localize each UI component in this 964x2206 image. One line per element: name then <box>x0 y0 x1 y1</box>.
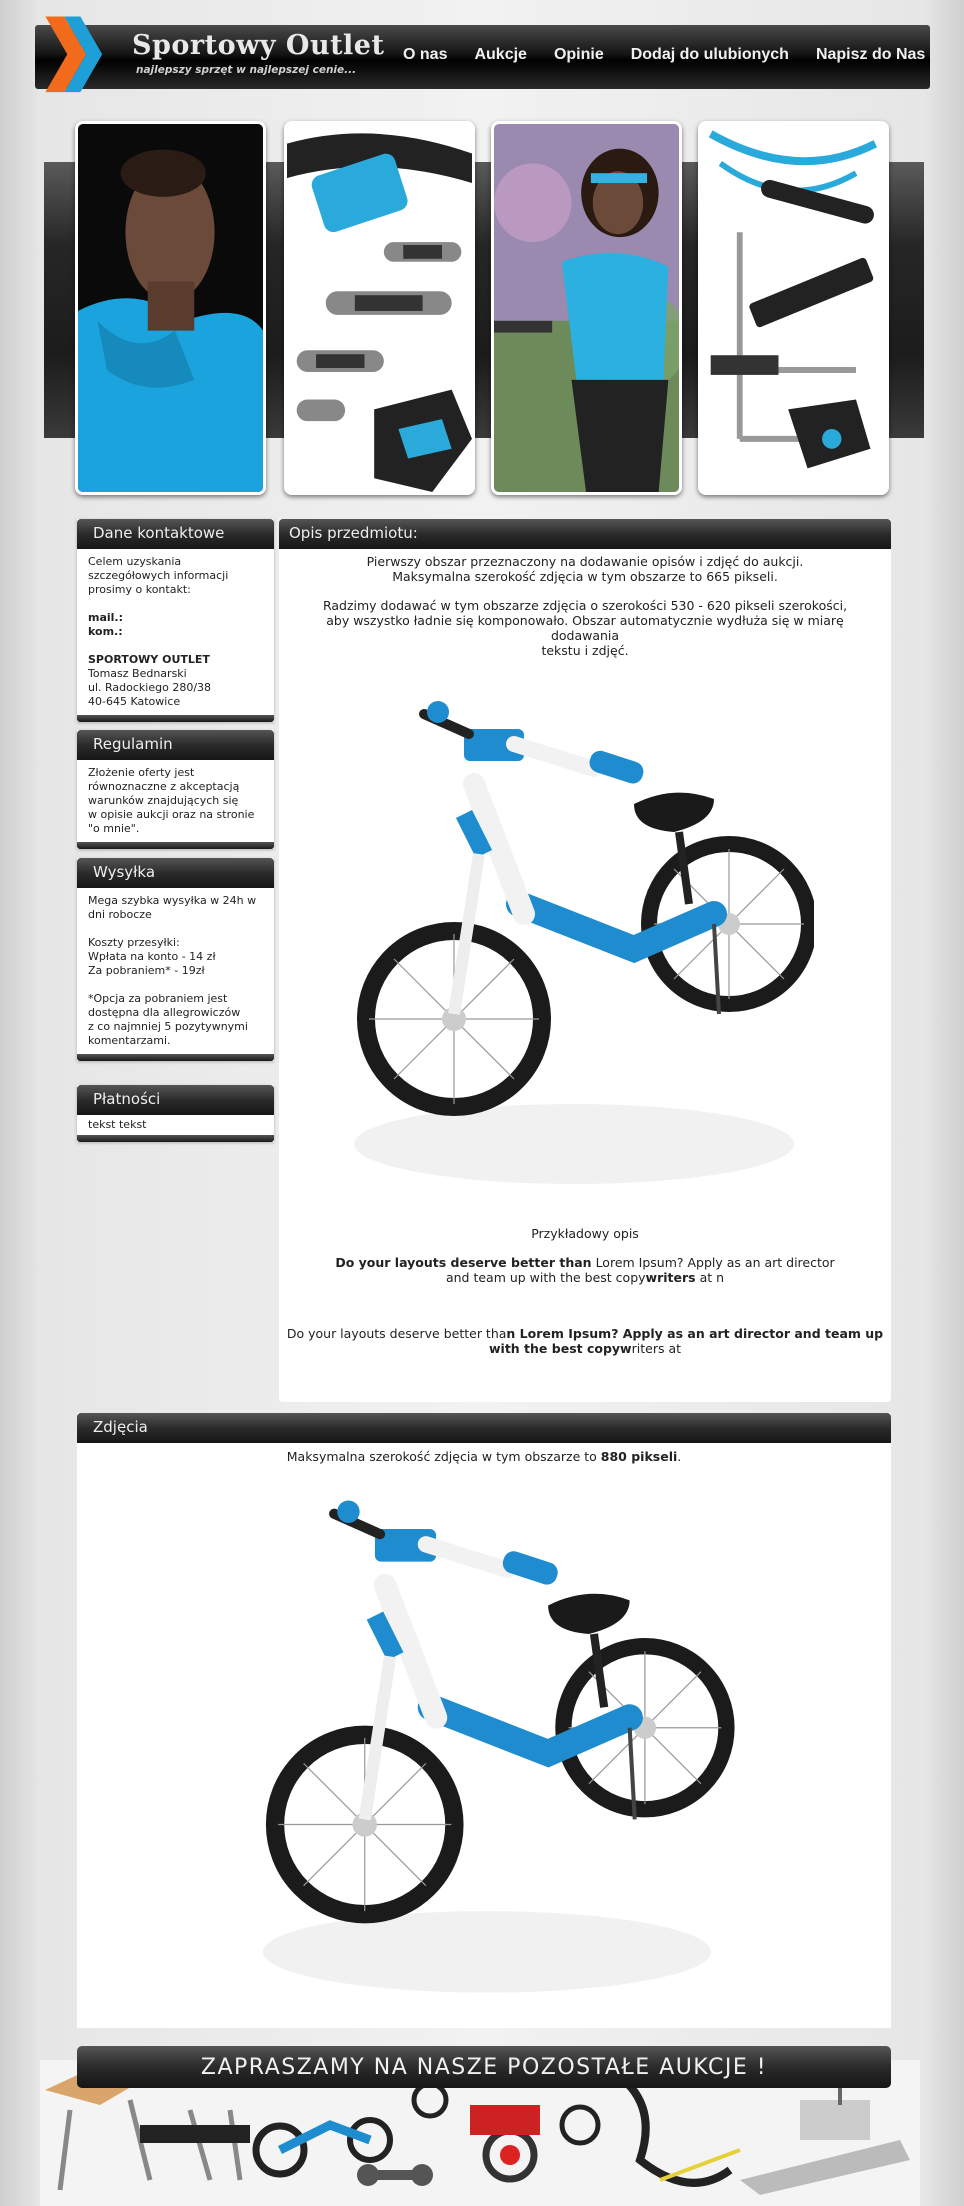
shipping-line-2: dni robocze <box>88 908 152 921</box>
example-label: Przykładowy opis <box>531 1226 639 1241</box>
photos-caption-text: Maksymalna szerokość zdjęcia w tym obszarze to <box>286 1449 601 1464</box>
sample2-normal-a: Do your layouts deserve better tha <box>286 1326 507 1341</box>
main-nav <box>403 46 925 64</box>
sample1-normal-c: at n <box>695 1270 725 1285</box>
photos-title: Zdjęcia <box>77 1413 891 1443</box>
nav-napisz-do-nas[interactable]: Napisz do Nas <box>815 46 926 63</box>
contact-kom-label: kom.: <box>88 625 123 638</box>
contact-address-2: ul. Radockiego 280/38 <box>88 681 212 694</box>
payments-box-title: Płatności <box>77 1085 274 1115</box>
payments-text: tekst tekst <box>88 1118 147 1131</box>
sample2-normal-b: riters at <box>631 1341 681 1356</box>
description-para2-line2: aby wszystko ładnie się komponowało. Obszar automatycznie wydłuża się w miarę dodawania <box>326 613 844 643</box>
contact-company: SPORTOWY OUTLET <box>88 653 210 666</box>
contact-mail-label[interactable]: mail.: <box>88 611 124 624</box>
shipping-note-1: *Opcja za pobraniem jest <box>88 992 228 1005</box>
description-para2-line3: tekstu i zdjęć. <box>541 643 629 658</box>
photos-caption-bold: 880 pikseli <box>600 1449 678 1464</box>
photos-caption <box>77 1449 891 1464</box>
contact-box-title: Dane kontaktowe <box>77 519 274 549</box>
contact-box <box>77 519 274 722</box>
rules-line-2: równoznaczne z akceptacją <box>88 780 240 793</box>
rules-line-1: Złożenie oferty jest <box>88 766 195 779</box>
banner-dumbbells-image <box>284 121 475 495</box>
shipping-cost-cod: Za pobraniem* - 19zł <box>88 964 205 977</box>
description-box <box>279 519 891 1402</box>
sample1-normal-a: Lorem Ipsum? Apply as an art director <box>591 1255 835 1270</box>
nav-opinie[interactable]: Opinie <box>553 46 604 63</box>
rules-line-3: warunków znajdujących się <box>88 794 239 807</box>
balance-bike-photo <box>237 1473 737 2013</box>
description-para2-line1: Radzimy dodawać w tym obszarze zdjęcia o szerokości 530 - 620 pikseli szerokości, <box>322 598 848 613</box>
site-title[interactable]: Sportowy Outlet <box>132 30 385 61</box>
shipping-note-2: dostępna dla allegrowiczów <box>88 1006 241 1019</box>
rules-line-5: "o mnie". <box>88 822 140 835</box>
shipping-cost-transfer: Wpłata na konto - 14 zł <box>88 950 216 963</box>
balance-bike-image <box>334 674 814 1204</box>
shipping-costs-label: Koszty przesyłki: <box>88 936 180 949</box>
shipping-box-title: Wysyłka <box>77 858 274 888</box>
banner-equipment-image <box>698 121 889 495</box>
nav-dodaj-do-ulubionych[interactable]: Dodaj do ulubionych <box>630 46 789 63</box>
photos-caption-end: . <box>677 1449 682 1464</box>
rules-box <box>77 730 274 849</box>
nav-aukcje[interactable]: Aukcje <box>474 46 527 63</box>
sample1-bold-a: Do your layouts deserve better than <box>335 1255 592 1270</box>
sample1-bold-b: writers <box>645 1270 696 1285</box>
photos-box <box>77 1413 891 2028</box>
contact-intro-3: prosimy o kontakt: <box>88 583 191 596</box>
contact-address-3: 40-645 Katowice <box>88 695 181 708</box>
logo-chevrons-icon <box>44 0 124 110</box>
description-title: Opis przedmiotu: <box>279 519 891 549</box>
contact-address-1: Tomasz Bednarski <box>88 667 187 680</box>
description-para1-line1: Pierwszy obszar przeznaczony na dodawanie opisów i zdjęć do aukcji. <box>366 554 804 569</box>
shipping-line-1: Mega szybka wysyłka w 24h w <box>88 894 257 907</box>
shipping-note-3: z co najmniej 5 pozytywnymi <box>88 1020 248 1033</box>
banner-woman-image <box>491 121 682 495</box>
rules-box-title: Regulamin <box>77 730 274 760</box>
shipping-box <box>77 858 274 1061</box>
contact-intro-1: Celem uzyskania <box>88 555 182 568</box>
payments-box <box>77 1085 274 1142</box>
rules-line-4: w opisie aukcji oraz na stronie <box>88 808 255 821</box>
other-auctions-banner[interactable]: ZAPRASZAMY NA NASZE POZOSTAŁE AUKCJE ! <box>77 2046 891 2088</box>
site-tagline: najlepszy sprzęt w najlepszej cenie... <box>136 64 357 76</box>
shipping-note-4: komentarzami. <box>88 1034 171 1047</box>
description-para1-line2: Maksymalna szerokość zdjęcia w tym obszarze to 665 pikseli. <box>392 569 778 584</box>
sample2-bold-b: with the best copyw <box>489 1341 632 1356</box>
nav-o-nas[interactable]: O nas <box>403 46 448 63</box>
sample2-bold-a: n Lorem Ipsum? Apply as an art director and team up <box>506 1326 884 1341</box>
banner-athlete-image <box>75 121 266 495</box>
sample1-normal-b: and team up with the best copy <box>445 1270 646 1285</box>
contact-intro-2: szczegółowych informacji <box>88 569 229 582</box>
